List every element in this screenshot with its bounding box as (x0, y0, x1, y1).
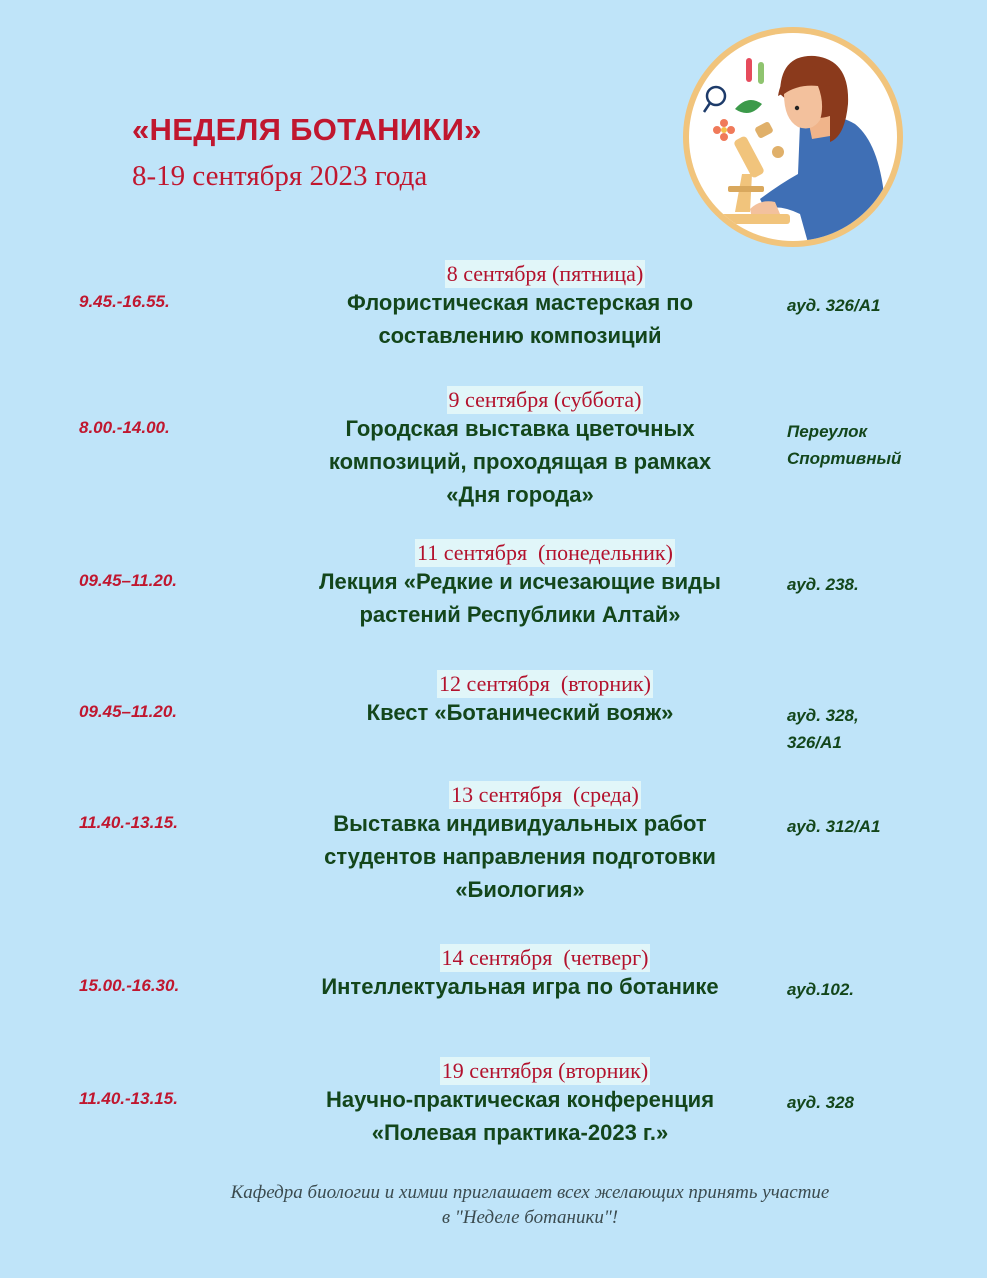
page-title: «НЕДЕЛЯ БОТАНИКИ» (132, 112, 482, 147)
event-place: ауд. 326/А1 (787, 296, 881, 315)
event-title: Научно-практическая конференция «Полевая практика-2023 г.» (325, 1087, 715, 1145)
event-title: Выставка индивидуальных работ студентов направления подготовки «Биология» (324, 811, 716, 902)
event-title: Флористическая мастерская по составлению композиций (346, 290, 694, 348)
event-date: 12 сентября (вторник) (439, 671, 651, 696)
event-title: Городская выставка цветочных композиций, проходящая в рамках «Дня города» (328, 416, 712, 507)
event-time: 09.45–11.20. (79, 571, 177, 590)
page-subtitle: 8-19 сентября 2023 года (132, 160, 428, 192)
scientist-microscope-icon (680, 24, 906, 250)
event-time: 15.00.-16.30. (79, 976, 180, 995)
event-time: 11.40.-13.15. (79, 813, 178, 832)
event-place: Переулок Спортивный (787, 422, 902, 468)
event-time: 9.45.-16.55. (79, 292, 170, 311)
event-date: 13 сентября (среда) (451, 782, 639, 807)
invitation-text: Кафедра биологии и химии приглашает всех желающих принять участие в "Неделе ботаники"! (230, 1182, 830, 1228)
event-date: 14 сентября (четверг) (441, 945, 649, 970)
event-time: 8.00.-14.00. (79, 418, 170, 437)
event-place: ауд. 328 (787, 1093, 855, 1112)
event-place: ауд. 312/А1 (787, 817, 881, 836)
event-date: 9 сентября (суббота) (448, 387, 642, 412)
event-place: ауд.102. (787, 980, 855, 999)
event-title: Интеллектуальная игра по ботанике (321, 974, 719, 999)
event-title: Лекция «Редкие и исчезающие виды растений Республики Алтай» (319, 569, 721, 627)
event-date: 19 сентября (вторник) (441, 1058, 649, 1083)
event-place: ауд. 238. (787, 575, 859, 594)
event-time: 09.45–11.20. (79, 702, 177, 721)
event-title: Квест «Ботанический вояж» (366, 700, 674, 725)
event-date: 11 сентября (понедельник) (417, 540, 673, 565)
event-time: 11.40.-13.15. (79, 1089, 178, 1108)
event-date: 8 сентября (пятница) (446, 261, 644, 286)
event-place: ауд. 328, 326/А1 (787, 706, 859, 752)
